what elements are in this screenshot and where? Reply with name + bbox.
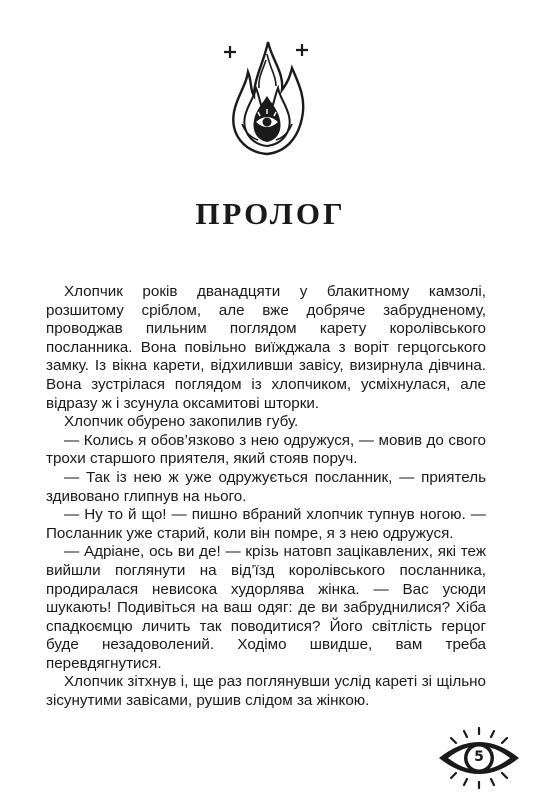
paragraph: — Так із нею ж уже одружується посланник, — приятель здивовано глипнув на нього. [46,468,486,505]
paragraph: — Адріане, ось ви де! — крізь натовп зацікавлених, які теж вийшли поглянути на від’їзд королівського посланника, продиралася невисока худорлява жінка. — Вас усюди шукають! Подивіться на ваш одяг: де ви забруднилися? Хіба спадкоємцю личить так поводитися? Його світлість герцог буде незадоволений. Ходімо швидше, вам треба перевдягнутися. [46,543,486,672]
page-number: 5 [474,749,484,765]
paragraph: Хлопчик років дванадцяти у блакитному камзолі, розшитому сріблом, але вже добряче забрудненому, проводжав пильним поглядом карету королівського посланника. Вона повільно виїжджала з воріт герцогського замку. Із вікна карети, відхиливши завісу, визирнула дівчина. Вона зустрілася поглядом із хлопчиком, усміхнулася, але відразу ж і зсунула оксамитові шторки. [46,283,486,412]
paragraph: — Ну то й що! — пишно вбраний хлопчик тупнув ногою. — Посланник уже старий, коли він помре, я з нею одружуся. [46,506,486,542]
paragraph: Хлопчик обурено закопилив губу. [64,413,299,431]
chapter-body [46,283,486,711]
flame-eye-icon [220,38,315,156]
paragraph: Хлопчик зітхнув і, ще раз поглянувши услід кареті зі щільно зісунутими завісами, рушив слідом за жінкою. [46,673,486,710]
chapter-title: ПРОЛОГ [195,196,346,231]
paragraph: — Колись я обов’язково з нею одружуся, — мовив до свого трохи старшого приятеля, який стояв поруч. [46,431,486,468]
